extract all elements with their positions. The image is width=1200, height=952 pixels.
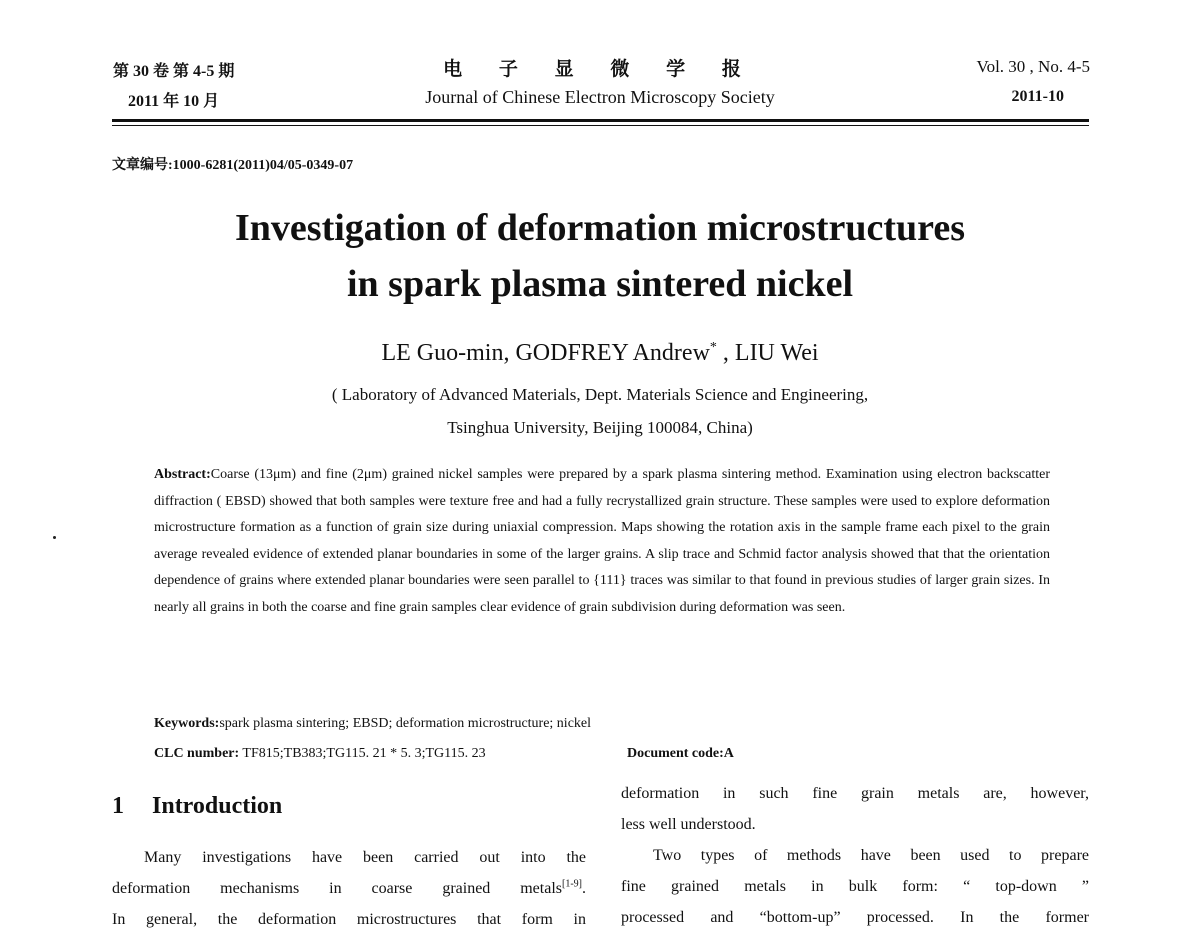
left-line-2-text: deformation mechanisms in coarse grained metals <box>112 880 562 897</box>
keywords <box>154 716 591 732</box>
left-line-2 <box>112 873 586 904</box>
header-volume-en: Vol. 30 , No. 4-5 <box>976 57 1090 76</box>
keywords-label: Keywords: <box>154 716 220 731</box>
section-heading <box>112 793 282 820</box>
affiliation-line-2: Tsinghua University, Beijing 100084, China) <box>447 418 753 437</box>
corresponding-author-mark: * <box>709 340 717 355</box>
header-rule-thick <box>112 119 1089 122</box>
right-line-1: deformation in such fine grain metals are, however, <box>621 785 1089 802</box>
right-line-5: processed and “bottom-up” processed. In the former <box>621 909 1089 926</box>
paper-title-line-1: Investigation of deformation microstructures <box>235 207 965 249</box>
author-list <box>0 340 1200 367</box>
document-code: Document code:A <box>627 746 734 761</box>
abstract-label: Abstract: <box>154 467 211 482</box>
header-volume-cn: 第 30 卷 第 4-5 期 <box>113 63 235 80</box>
section-number: 1 <box>112 793 124 819</box>
clc-number <box>154 746 486 762</box>
header-date-en: 2011-10 <box>1011 88 1064 105</box>
journal-title-cn: 电 子 显 微 学 报 <box>443 59 757 80</box>
clc-text: TF815;TB383;TG115. 21 * 5. 3;TG115. 23 <box>239 746 486 761</box>
right-line-3: Two types of methods have been used to prepare <box>653 847 1089 864</box>
left-line-2-end: . <box>582 880 586 897</box>
right-line-2: less well understood. <box>621 816 756 833</box>
right-line-4: fine grained metals in bulk form: “ top-down ” <box>621 878 1089 895</box>
header-date-cn: 2011 年 10 月 <box>128 93 220 110</box>
abstract <box>154 462 1050 621</box>
author-names-tail: , LIU Wei <box>716 340 819 366</box>
affiliation-line-1: ( Laboratory of Advanced Materials, Dept. Materials Science and Engineering, <box>331 385 869 404</box>
stray-mark <box>53 536 56 539</box>
paper-title-line-2: in spark plasma sintered nickel <box>346 263 854 305</box>
citation-ref: [1-9] <box>562 878 582 890</box>
right-column-body <box>621 778 1089 933</box>
left-line-3: In general, the deformation microstructures that form in <box>112 911 586 928</box>
abstract-text: Coarse (13μm) and fine (2μm) grained nickel samples were prepared by a spark plasma sintering method. Examination using electron backscatter diffraction ( EBSD) showed that both samples were texture free and had a fully recrystallized grain structure. These samples were used to explore deformation microstructure formation as a function of grain size during uniaxial compression. Maps showing the rotation axis in the sample frame each pixel to the grain average revealed evidence of extended planar boundaries in some of the larger grains. A slip trace and Schmid factor analysis showed that that the orientation dependence of grains where extended planar boundaries were seen parallel to {111} traces was similar to that found in previous studies of larger grain sizes. In nearly all grains in both the coarse and fine grain samples clear evidence of grain subdivision during deformation was seen. <box>154 467 1050 615</box>
article-number: 文章编号:1000-6281(2011)04/05-0349-07 <box>112 158 354 173</box>
author-names: LE Guo-min, GODFREY Andrew <box>381 340 710 366</box>
journal-title-en: Journal of Chinese Electron Microscopy Society <box>425 87 775 107</box>
left-line-1: Many investigations have been carried out into the <box>144 849 586 866</box>
header-rule-thin <box>112 125 1089 126</box>
section-title: Introduction <box>152 793 283 819</box>
left-column-body <box>112 842 586 935</box>
keywords-text: spark plasma sintering; EBSD; deformation microstructure; nickel <box>219 716 592 731</box>
clc-label: CLC number: <box>154 746 240 761</box>
